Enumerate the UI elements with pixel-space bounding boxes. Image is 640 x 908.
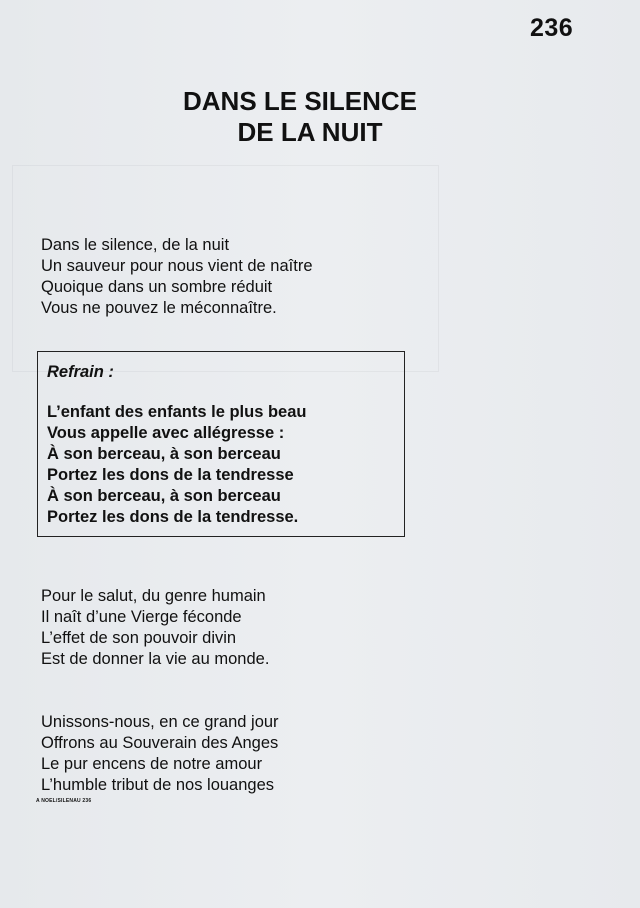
stanza-3 bbox=[41, 712, 279, 796]
refrain-line: Portez les dons de la tendresse bbox=[47, 466, 294, 484]
verse-line: Le pur encens de notre amour bbox=[41, 755, 263, 773]
stanza-2 bbox=[41, 586, 269, 670]
verse-line: L’humble tribut de nos louanges bbox=[41, 776, 274, 794]
refrain-line: À son berceau, à son berceau bbox=[47, 487, 281, 505]
refrain-label: Refrain : bbox=[47, 363, 114, 381]
refrain-line: Vous appelle avec allégresse : bbox=[47, 424, 285, 442]
verse-line: L’effet de son pouvoir divin bbox=[41, 629, 237, 647]
verse-line: Dans le silence, de la nuit bbox=[41, 236, 230, 254]
song-title bbox=[150, 86, 450, 148]
title-line-1: DANS LE SILENCE bbox=[182, 86, 418, 116]
verse-line: Vous ne pouvez le méconnaître. bbox=[41, 299, 277, 317]
verse-line: Est de donner la vie au monde. bbox=[41, 650, 270, 668]
stanza-1 bbox=[41, 235, 313, 319]
verse-line: Unissons-nous, en ce grand jour bbox=[41, 713, 279, 731]
verse-line: Quoique dans un sombre réduit bbox=[41, 278, 273, 296]
refrain-line: À son berceau, à son berceau bbox=[47, 445, 281, 463]
refrain-line: Portez les dons de la tendresse. bbox=[47, 508, 299, 526]
verse-line: Offrons au Souverain des Anges bbox=[41, 734, 279, 752]
refrain-line: L’enfant des enfants le plus beau bbox=[47, 403, 307, 421]
footer-code: A NOEL/SILENAU 236 bbox=[36, 798, 92, 804]
refrain-box bbox=[37, 351, 405, 537]
title-line-2: DE LA NUIT bbox=[237, 117, 383, 147]
verse-line: Il naît d’une Vierge féconde bbox=[41, 608, 242, 626]
verse-line: Pour le salut, du genre humain bbox=[41, 587, 266, 605]
verse-line: Un sauveur pour nous vient de naître bbox=[41, 257, 313, 275]
page-number: 236 bbox=[530, 14, 574, 42]
